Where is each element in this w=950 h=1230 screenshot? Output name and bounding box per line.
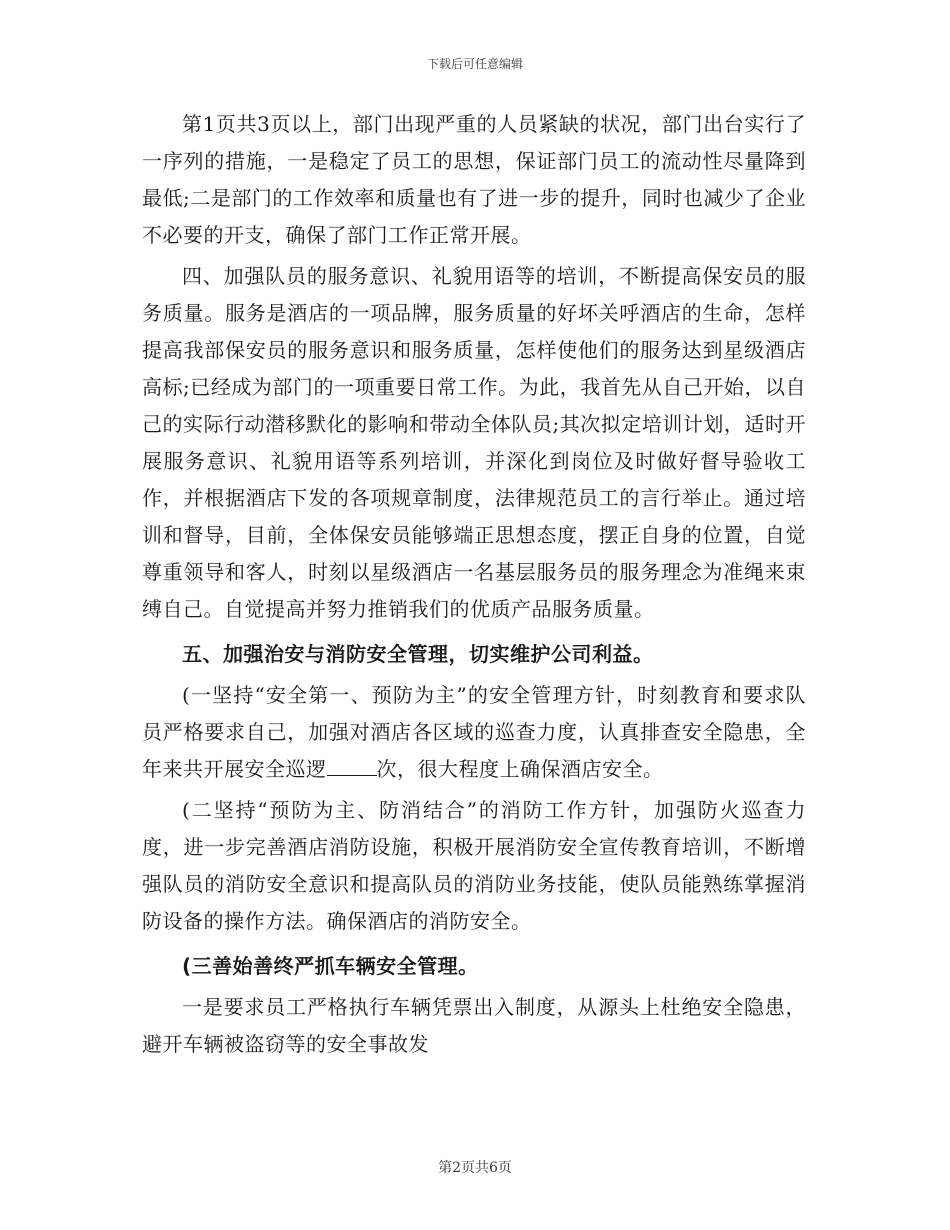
paragraph-safety-policy: [142, 677, 806, 788]
paragraph-vehicle-rules: 一是要求员工严格执行车辆凭票出入制度，从源头上杜绝安全隐患，避开车辆被盗窃等的安全事故发: [142, 995, 806, 1056]
subheading-vehicle-safety: (三善始善终严抓车辆安全管理。: [182, 954, 479, 978]
safety-policy-text-end: 次，很大程度上确保酒店安全。: [376, 757, 664, 781]
safety-policy-text: (一坚持“安全第一、预防为主”的安全管理方针，时刻教育和要求队员严格要求自己，加强对酒店各区域的巡查力度，认真排查安全隐患，全年来共开展安全巡逻: [142, 683, 806, 781]
paragraph-staffing: 第1页共3页以上，部门出现严重的人员紧缺的状况，部门出台实行了一序列的措施，一是稳定了员工的思想，保证部门员工的流动性尽量降到最低;二是部门的工作效率和质量也有了进一步的提升，同时也减少了企业不必要的开支，确保了部门工作正常开展。: [142, 112, 806, 247]
paragraph-fire-policy: (二坚持“预防为主、防消结合”的消防工作方针，加强防火巡查力度，进一步完善酒店消防设施，积极开展消防安全宣传教育培训，不断增强队员的消防安全意识和提高队员的消防业务技能，使队员能熟练掌握消防设备的操作方法。确保酒店的消防安全。: [142, 798, 806, 933]
paragraph-service-training: 四、加强队员的服务意识、礼貌用语等的培训，不断提高保安员的服务质量。服务是酒店的一项品牌，服务质量的好坏关呼酒店的生命，怎样提高我部保安员的服务意识和服务质量，怎样使他们的服务达到星级酒店高标;已经成为部门的一项重要日常工作。为此，我首先从自己开始，以自己的实际行动潜移默化的影响和带动全体队员;其次拟定培训计划，适时开展服务意识、礼貌用语等系列培训，并深化到岗位及时做好督导验收工作，并根据酒店下发的各项规章制度，法律规范员工的言行举止。通过培训和督导，目前，全体保安员能够端正思想态度，摆正自身的位置，自觉尊重领导和客人，时刻以星级酒店一名基层服务员的服务理念为准绳来束缚自己。自觉提高并努力推销我们的优质产品服务质量。: [142, 264, 806, 621]
fill-in-blank: [327, 753, 377, 776]
page-header: 下载后可任意编辑: [426, 57, 523, 71]
section-heading-security: 五、加强治安与消防安全管理，切实维护公司利益。: [182, 642, 654, 666]
document-body: [142, 106, 806, 1063]
page-footer: 第2页共6页: [438, 1160, 512, 1176]
